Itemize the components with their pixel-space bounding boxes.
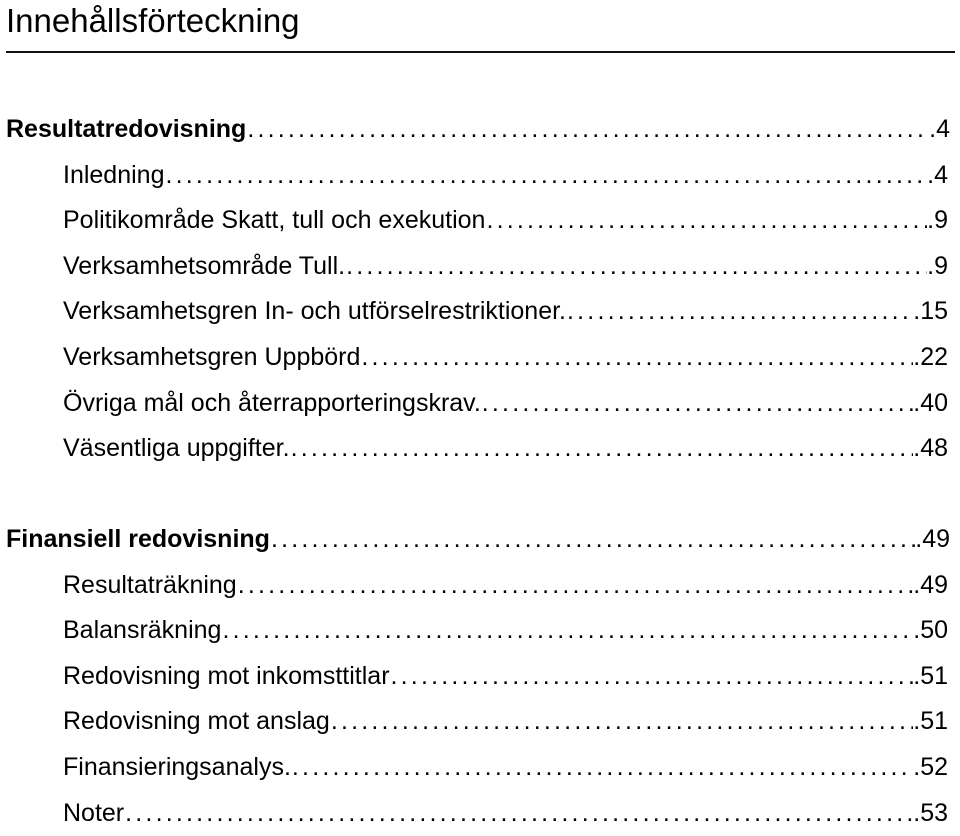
dot-leader xyxy=(270,517,915,563)
dot-leader xyxy=(290,426,914,472)
toc-entry-verksamhetsomrade-tull[interactable] xyxy=(0,244,960,290)
toc-entry-anslag[interactable] xyxy=(0,699,960,745)
toc-section-finansiell-redovisning xyxy=(0,517,960,836)
dot-leader xyxy=(124,791,913,836)
toc-section-resultatredovisning xyxy=(0,107,960,472)
toc-heading-resultatredovisning[interactable] xyxy=(0,107,960,153)
dot-leader xyxy=(345,244,927,290)
dot-leader xyxy=(360,335,913,381)
toc-entry-ovriga-mal[interactable] xyxy=(0,381,960,427)
dot-leader xyxy=(246,107,929,153)
toc-page-number: . 53 xyxy=(913,791,948,836)
toc-page-number: . 48 xyxy=(913,426,948,472)
toc-label: Verksamhetsgren In- och utförselrestriktioner. xyxy=(63,297,567,326)
toc-page-number: . 15 xyxy=(913,289,948,335)
toc-page-number: . 52 xyxy=(913,745,948,791)
toc-page-number: . 22 xyxy=(913,335,948,381)
dot-leader xyxy=(566,289,913,335)
toc-page-number: . 51 xyxy=(913,699,948,745)
dot-leader xyxy=(237,563,914,609)
dot-leader xyxy=(291,745,913,791)
toc-label: Balansräkning xyxy=(63,616,222,645)
toc-entry-noter[interactable] xyxy=(0,791,960,836)
toc-label: Verksamhetsområde Tull. xyxy=(63,251,346,280)
toc-label: Inledning xyxy=(63,160,165,189)
dot-leader xyxy=(485,198,927,244)
toc-entry-balansrakning[interactable] xyxy=(0,608,960,654)
toc-page-number: . 4 xyxy=(929,107,950,153)
toc-entry-uppbord[interactable] xyxy=(0,335,960,381)
toc-label: Redovisning mot inkomsttitlar xyxy=(63,661,390,690)
toc-label: Noter xyxy=(63,798,125,827)
toc-entry-finansieringsanalys[interactable] xyxy=(0,745,960,791)
toc-entry-resultatrakning[interactable] xyxy=(0,563,960,609)
toc-label: Finansieringsanalys. xyxy=(63,752,291,781)
toc-page-number: . 49 xyxy=(915,517,950,563)
page-title: Innehållsförteckning xyxy=(6,2,300,39)
toc-entry-inkomsttitlar[interactable] xyxy=(0,654,960,700)
toc-label: Väsentliga uppgifter. xyxy=(63,434,290,463)
toc-label: Verksamhetsgren Uppbörd xyxy=(63,342,361,371)
dot-leader xyxy=(221,608,913,654)
toc-label: Politikområde Skatt, tull och exekution xyxy=(63,206,486,235)
dot-leader xyxy=(164,153,927,199)
toc-page-number: . 51 xyxy=(913,654,948,700)
toc-entry-politikomrade[interactable] xyxy=(0,198,960,244)
toc-label: Finansiell redovisning xyxy=(6,525,270,553)
toc-page-number: . 9 xyxy=(927,198,948,244)
dot-leader xyxy=(390,654,914,700)
toc-label: Resultaträkning xyxy=(63,570,237,599)
toc-entry-in-och-utforsel[interactable] xyxy=(0,289,960,335)
toc-page-number: . 50 xyxy=(913,608,948,654)
toc-label: Resultatredovisning xyxy=(6,115,247,143)
dot-leader xyxy=(330,699,913,745)
toc-page-number: . 4 xyxy=(927,153,948,199)
title-divider xyxy=(6,51,955,53)
toc-label: Redovisning mot anslag xyxy=(63,707,330,736)
dot-leader xyxy=(481,381,913,427)
toc-heading-finansiell-redovisning[interactable] xyxy=(0,517,960,563)
toc-label: Övriga mål och återrapporteringskrav. xyxy=(63,388,481,417)
toc-entry-inledning[interactable] xyxy=(0,153,960,199)
toc-page-number: . 9 xyxy=(927,244,948,290)
toc-page-number: . 49 xyxy=(913,563,948,609)
toc-page-number: . 40 xyxy=(913,381,948,427)
toc-entry-vasentliga-uppgifter[interactable] xyxy=(0,426,960,472)
